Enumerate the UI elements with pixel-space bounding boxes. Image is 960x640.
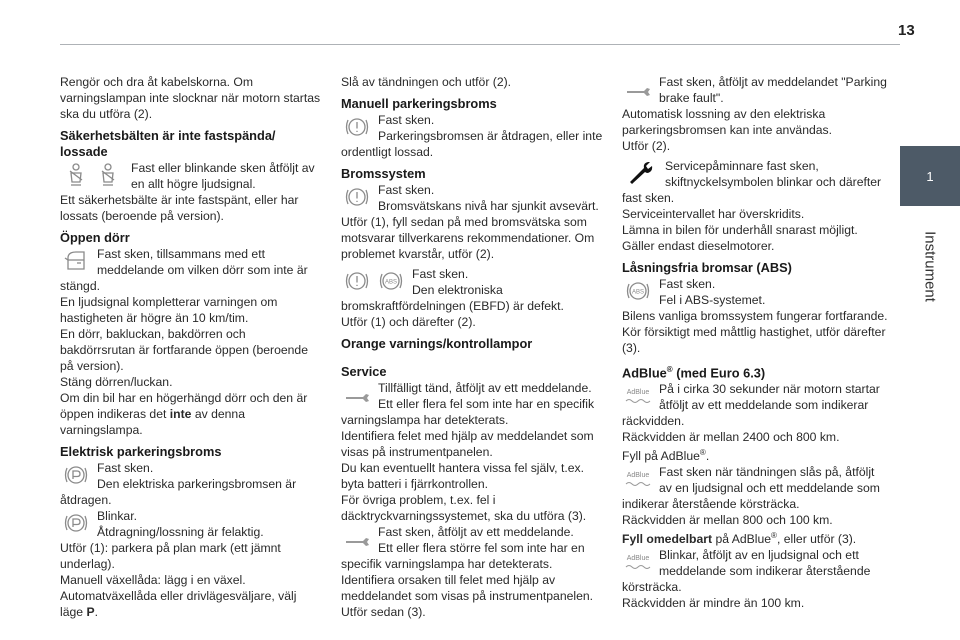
text-run: på AdBlue: [712, 532, 772, 547]
text-bold: P: [86, 605, 95, 619]
door-open-icon: [60, 246, 92, 276]
paragraph: Fast sken när tändningen slås på, åtföljt av en ljudsignal och ett meddelande som indikerar återstående körsträcka.: [622, 465, 880, 512]
text-run: .: [705, 449, 710, 464]
heading-brake-system: Bromssystem: [341, 166, 426, 181]
paragraph: Bilens vanliga bromssystem fungerar fortfarande. Kör försiktigt med måttlig hastighet, utför därefter (3).: [622, 309, 888, 355]
adblue-block-3: [622, 547, 888, 595]
paragraph: Utför (2).: [622, 139, 671, 153]
service-block-1: [341, 380, 605, 428]
paragraph: Utför (1), fyll sedan på med bromsvätska som motsvarar tillverkarens rekommendationer. Om problemet kvarstår, utför (2).: [341, 215, 595, 261]
paragraph: Räckvidden är mindre än 100 km.: [622, 596, 805, 611]
brake-exclamation-icon: [341, 112, 373, 142]
column-3: [622, 74, 888, 611]
paragraph: Ett eller flera större fel som inte har en specifik varningslampa har detekterats.: [341, 541, 585, 571]
epb-block-2: [60, 508, 322, 540]
paragraph: Bromsvätskans nivå har sjunkit avsevärt.: [378, 199, 599, 213]
paragraph: Fast sken, åtföljt av meddelandet "Parking brake fault".: [659, 75, 887, 105]
abs-icon: [622, 276, 654, 306]
paragraph: Fast sken.: [378, 183, 435, 197]
heading-seatbelts: Säkerhetsbälten är inte fastspända/ lossade: [60, 128, 276, 159]
paragraph: Fast sken.: [659, 277, 716, 291]
parking-brake-p-icon: [60, 460, 92, 490]
parking-brake-p-icon: [60, 508, 92, 538]
paragraph: Den elektriska parkeringsbromsen är åtdragen.: [60, 477, 297, 507]
column-2: [341, 74, 605, 620]
adblue-icon: [622, 464, 654, 494]
text-sup: ®: [699, 448, 706, 458]
paragraph: Räckvidden är mellan 800 och 100 km.: [622, 513, 833, 528]
paragraph: Du kan eventuellt hantera vissa fel själv, t.ex. byta batteri i fjärrkontrollen.: [341, 461, 584, 491]
service-reminder-block: [622, 158, 888, 206]
heading-open-door: Öppen dörr: [60, 230, 130, 245]
text-run: Fyll på AdBlue: [622, 449, 700, 464]
paragraph: [622, 528, 888, 547]
paragraph: Slå av tändningen och utför (2).: [341, 75, 512, 89]
paragraph: Utför (1): parkera på plan mark (ett jämnt underlag).: [60, 541, 281, 571]
paragraph: En ljudsignal kompletterar varningen om hastigheten är högre än 10 km/tim.: [60, 295, 278, 325]
paragraph: [60, 588, 322, 620]
adblue-block-2: [622, 464, 888, 512]
paragraph: Utför sedan (3).: [341, 605, 426, 619]
paragraph: Den elektroniska bromskraftfördelningen (EBFD) är defekt.: [341, 283, 564, 313]
header-rule: [60, 44, 900, 45]
heading-electric-parking-brake: Elektrisk parkeringsbroms: [60, 444, 222, 459]
paragraph: Identifiera orsaken till felet med hjälp av meddelandet som visas på instrumentpanelen.: [341, 573, 594, 603]
adblue-icon-label: AdBlue: [626, 389, 650, 397]
seatbelt-icon: [60, 160, 126, 190]
paragraph: Manuell växellåda: lägg i en växel.: [60, 573, 246, 587]
adblue-icon-label: AdBlue: [626, 555, 650, 563]
paragraph: Rengör och dra åt kabelskorna. Om varningslampan inte slocknar när motorn startas ska du utföra (2).: [60, 75, 321, 121]
paragraph: Fast eller blinkande sken åtföljt av en allt högre ljudsignal.: [131, 161, 315, 191]
paragraph: Fast sken, tillsammans med ett meddelande om vilken dörr som inte är stängd.: [60, 247, 308, 293]
paragraph: Fast sken.: [97, 461, 154, 475]
paragraph: Gäller endast dieselmotorer.: [622, 239, 775, 253]
paragraph: På i cirka 30 sekunder när motorn startar åtföljt av ett meddelande som indikerar räckvidden.: [622, 382, 880, 429]
text-run: AdBlue: [622, 365, 667, 381]
chapter-tab-label: 1: [926, 168, 934, 184]
paragraph: Lämna in bilen för underhåll snarast möjligt.: [622, 223, 858, 237]
parking-fault-block: [622, 74, 888, 106]
text-run: (med Euro 6.3): [672, 365, 766, 381]
paragraph: Blinkar.: [97, 509, 137, 523]
epb-block-1: [60, 460, 322, 508]
text-sup: ®: [771, 531, 777, 541]
text-bold: Fyll omedelbart: [622, 532, 713, 547]
text-sup: ®: [666, 365, 673, 374]
chapter-tab[interactable]: [900, 146, 960, 206]
seatbelt-block: [60, 160, 322, 224]
paragraph: Fast sken.: [378, 113, 435, 127]
wrench-icon: [622, 158, 660, 188]
heading-adblue: [622, 362, 888, 381]
brake-abs-icon-pair: [341, 266, 407, 296]
paragraph: För övriga problem, t.ex. fel i däcktryckvarningssystemet, ska du utföra (3).: [341, 493, 587, 523]
svg-text:ABS: ABS: [384, 279, 398, 286]
paragraph: Automatisk lossning av den elektriska parkeringsbromsen kan inte användas.: [622, 107, 833, 137]
text-bold: inte: [169, 407, 192, 421]
paragraph: Fast sken, åtföljt av ett meddelande.: [378, 525, 574, 539]
heading-orange-warning-lights: Orange varnings/kontrollampor: [341, 336, 533, 351]
text-run: , eller utför (3).: [776, 532, 857, 547]
paragraph: Serviceintervallet har överskridits.: [622, 207, 805, 221]
page-number: 13: [898, 22, 915, 39]
paragraph: En dörr, bakluckan, bakdörren och bakdörrsrutan är fortfarande öppen (beroende på version).: [60, 327, 308, 373]
door-block: [60, 246, 322, 438]
paragraph: Blinkar, åtföljt av en ljudsignal och ett meddelande som indikerar återstående körsträcka.: [622, 548, 871, 595]
paragraph: Fast sken.: [412, 267, 469, 281]
paragraph: Servicepåminnare fast sken, skiftnyckelsymbolen blinkar och därefter fast sken.: [622, 159, 882, 205]
svg-text:ABS: ABS: [631, 289, 645, 296]
paragraph: Fel i ABS-systemet.: [659, 293, 766, 307]
paragraph: [60, 390, 322, 438]
adblue-icon: [622, 381, 654, 411]
heading-abs: Låsningsfria bromsar (ABS): [622, 260, 792, 275]
paragraph: Identifiera felet med hjälp av meddelandet som visas på instrumentpanelen.: [341, 429, 594, 459]
heading-manual-parking-brake: Manuell parkeringsbroms: [341, 96, 497, 111]
paragraph: [622, 445, 888, 464]
paragraph: Utför (1) och därefter (2).: [341, 315, 476, 329]
column-1: [60, 74, 322, 620]
adblue-icon: [622, 547, 654, 577]
text-run: Om din bil har en högerhängd dörr och den är öppen indikeras det: [60, 391, 308, 421]
paragraph: Räckvidden är mellan 2400 och 800 km.: [622, 430, 840, 445]
paragraph: Tillfälligt tänd, åtföljt av ett meddelande.: [378, 381, 592, 395]
paragraph: Stäng dörren/luckan.: [60, 375, 173, 389]
text-run: Automatväxellåda eller drivlägesväljare, välj läge: [60, 589, 297, 619]
wrench-icon: [341, 524, 373, 554]
mpb-block: [341, 112, 605, 160]
brake-block-1: [341, 182, 605, 214]
brake-exclamation-icon: [341, 182, 373, 212]
adblue-block-1: [622, 381, 888, 429]
service-block-2: [341, 524, 605, 572]
paragraph: Ett eller flera fel som inte har en specifik varningslampa har detekterats.: [341, 397, 595, 427]
wrench-icon: [341, 380, 373, 410]
paragraph: Åtdragning/lossning är felaktig.: [97, 525, 264, 539]
brake-block-2: [341, 266, 605, 314]
wrench-icon: [622, 74, 654, 104]
paragraph: Ett säkerhetsbälte är inte fastspänt, eller har lossats (beroende på version).: [60, 193, 299, 223]
paragraph: Parkeringsbromsen är åtdragen, eller inte ordentligt lossad.: [341, 129, 603, 159]
abs-block: [622, 276, 888, 308]
adblue-icon-label: AdBlue: [626, 472, 650, 480]
text-run: av denna varningslampa.: [60, 407, 245, 437]
heading-service: Service: [341, 364, 387, 379]
chapter-title: Instrument: [921, 231, 939, 302]
text-run: .: [94, 605, 98, 619]
